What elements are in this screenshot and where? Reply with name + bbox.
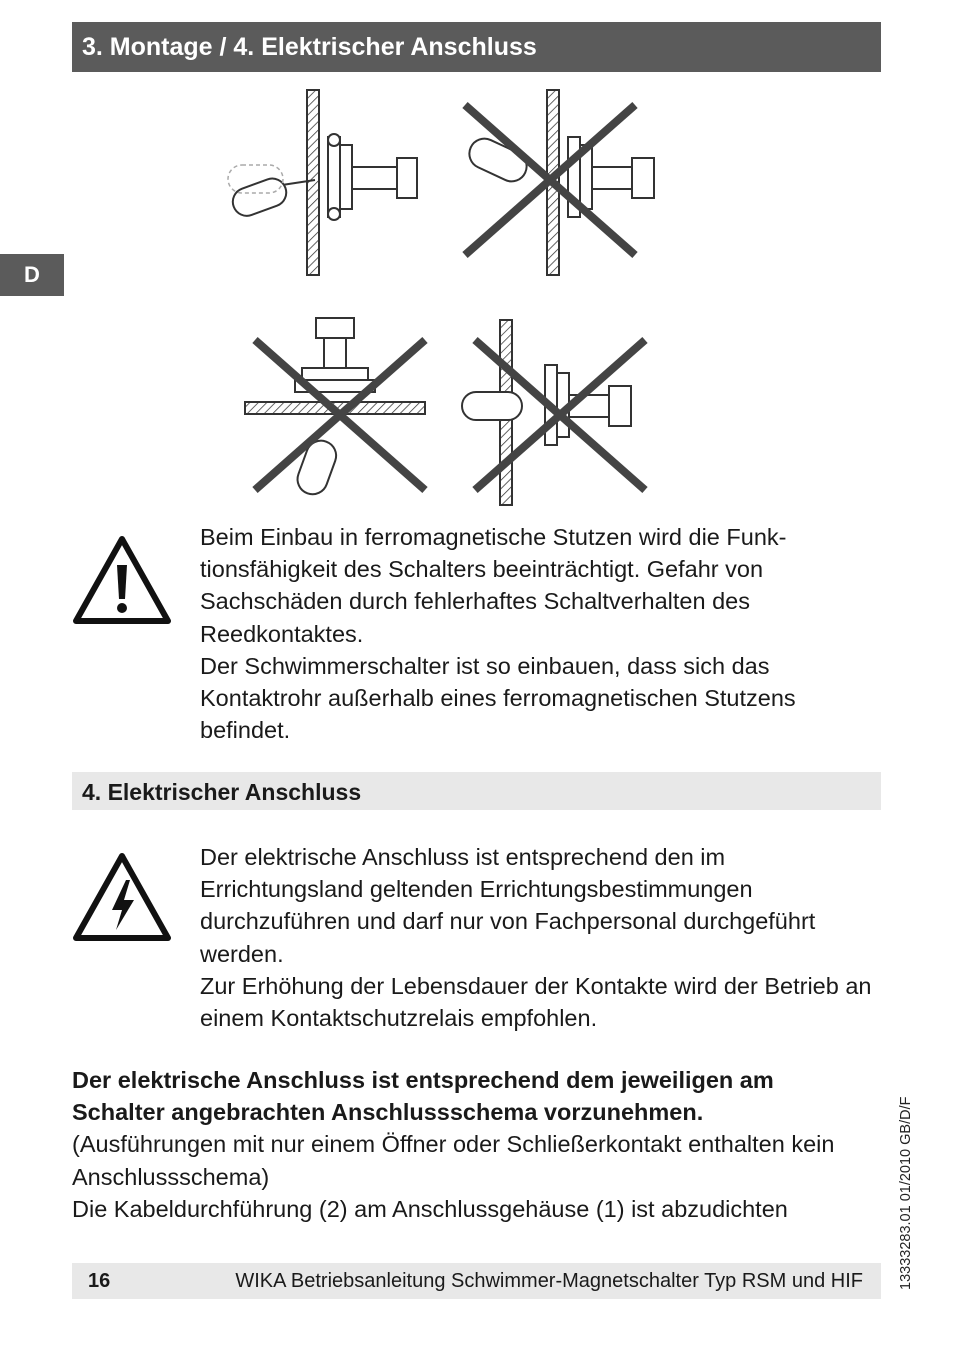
warning-paragraph-2: Der Schwimmerschalter ist so einbauen, dass sich das Kontaktrohr außerhalb eines ferromagnetischen Stutzens befindet. xyxy=(200,652,796,744)
footer-title: WIKA Betriebsanleitung Schwimmer-Magnetschalter Typ RSM und HIF xyxy=(235,1270,863,1292)
document-code: 13333283.01 01/2010 GB/D/F xyxy=(898,1096,914,1290)
figure-correct-mounting xyxy=(210,85,430,285)
note-text-1: (Ausführungen mit nur einem Öffner oder Schließerkontakt enthalten kein Anschlussschema) xyxy=(72,1131,835,1190)
warning-text xyxy=(200,521,890,746)
language-tab: D xyxy=(0,254,64,296)
note-text-2: Die Kabeldurchführung (2) am Anschlussgehäuse (1) ist abzudichten xyxy=(72,1195,788,1222)
electric-paragraph-1: Der elektrische Anschluss ist entsprechend den im Errichtungsland geltenden Errichtungsbestimmungen durchzuführen und darf nur von Fachpersonal durchgeführt werden. xyxy=(200,844,816,967)
figure-wrong-mounting-2 xyxy=(240,310,460,510)
figure-wrong-mounting-1 xyxy=(450,85,670,285)
warning-line-3: Sachschäden durch fehlerhaftes Schaltverhalten des xyxy=(200,588,750,615)
page-number: 16 xyxy=(88,1270,111,1292)
installation-figures xyxy=(200,85,680,515)
figure-wrong-mounting-3 xyxy=(450,310,670,510)
electric-paragraph-2: Zur Erhöhung der Lebensdauer der Kontakte wird der Betrieb an einem Kontaktschutzrelais empfohlen. xyxy=(200,972,872,1032)
electric-hazard-icon xyxy=(72,852,172,942)
warning-line-4: Reedkontaktes. xyxy=(200,620,364,647)
page-footer xyxy=(72,1263,881,1299)
section-title: 4. Elektrischer Anschluss xyxy=(72,772,881,810)
connection-note xyxy=(72,1064,872,1225)
warning-line-1: Beim Einbau in ferromagnetische Stutzen wird die Funk- xyxy=(200,524,787,550)
page-header: 3. Montage / 4. Elektrischer Anschluss xyxy=(72,22,881,72)
electric-text xyxy=(200,841,890,1034)
note-bold-text: Der elektrische Anschluss ist entsprechend dem jeweiligen am Schalter angebrachten Anschlussschema vorzunehmen. xyxy=(72,1067,774,1126)
warning-exclamation-icon xyxy=(72,535,172,625)
warning-line-2: tionsfähigkeit des Schalters beeinträchtigt. Gefahr von xyxy=(200,556,764,583)
